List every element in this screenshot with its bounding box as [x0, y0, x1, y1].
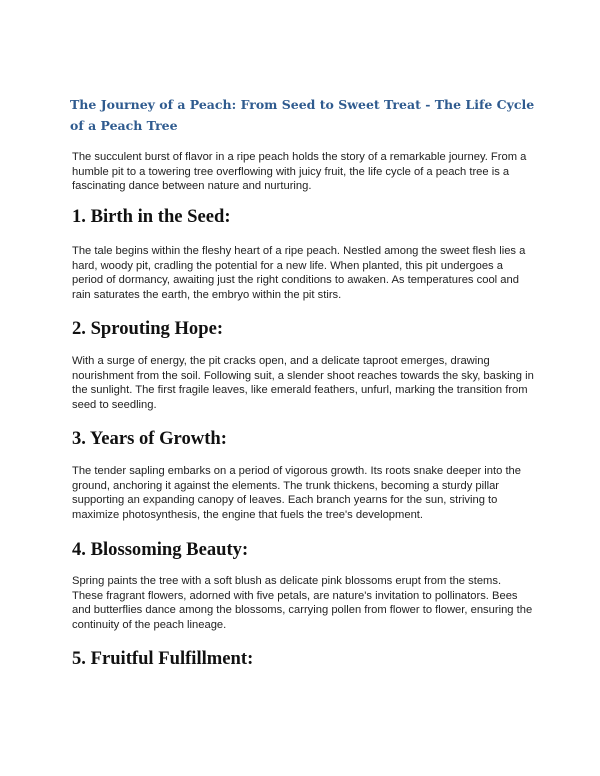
- section-heading-sprouting-hope: 2. Sprouting Hope:: [72, 318, 224, 339]
- section-heading-fruitful-fulfillment: 5. Fruitful Fulfillment:: [72, 648, 254, 669]
- section-heading-years-of-growth: 3. Years of Growth:: [72, 428, 227, 449]
- document-title: The Journey of a Peach: From Seed to Sweet Treat - The Life Cycle of a Peach Tree: [70, 97, 535, 133]
- section-heading-blossoming-beauty: 4. Blossoming Beauty:: [72, 539, 249, 560]
- section-body-blossoming-beauty: Spring paints the tree with a soft blush as delicate pink blossoms erupt from the stems. These fragrant flowers, adorned with five petals, are nature's invitation to pollinators. Bees and butterflies dance among the blossoms, carrying pollen from flower to flower, ensuring the continuity of the peach lineage.: [72, 575, 533, 631]
- section-body-birth-in-the-seed: The tale begins within the fleshy heart of a ripe peach. Nestled among the sweet flesh lies a hard, woody pit, cradling the potential for a new life. When planted, this pit undergoes a period of dormancy, awaiting just the right conditions to awaken. As temperatures cool and rain saturates the earth, the embryo within the pit stirs.: [72, 245, 526, 301]
- section-body-sprouting-hope: With a surge of energy, the pit cracks open, and a delicate taproot emerges, drawing nourishment from the soil. Following suit, a slender shoot reaches towards the sky, basking in the sunlight. The first fragile leaves, like emerald feathers, unfurl, marking the transition from seed to seedling.: [72, 355, 534, 411]
- intro-paragraph: The succulent burst of flavor in a ripe peach holds the story of a remarkable journey. From a humble pit to a towering tree overflowing with juicy fruit, the life cycle of a peach tree is a fascinating dance between nature and nurturing.: [72, 151, 527, 193]
- section-heading-birth-in-the-seed: 1. Birth in the Seed:: [72, 206, 231, 227]
- section-body-years-of-growth: The tender sapling embarks on a period of vigorous growth. Its roots snake deeper into the ground, anchoring it against the elements. The trunk thickens, becoming a sturdy pillar supporting an expanding canopy of leaves. Each branch yearns for the sun, striving to maximize photosynthesis, the engine that fuels the tree's development.: [72, 465, 522, 521]
